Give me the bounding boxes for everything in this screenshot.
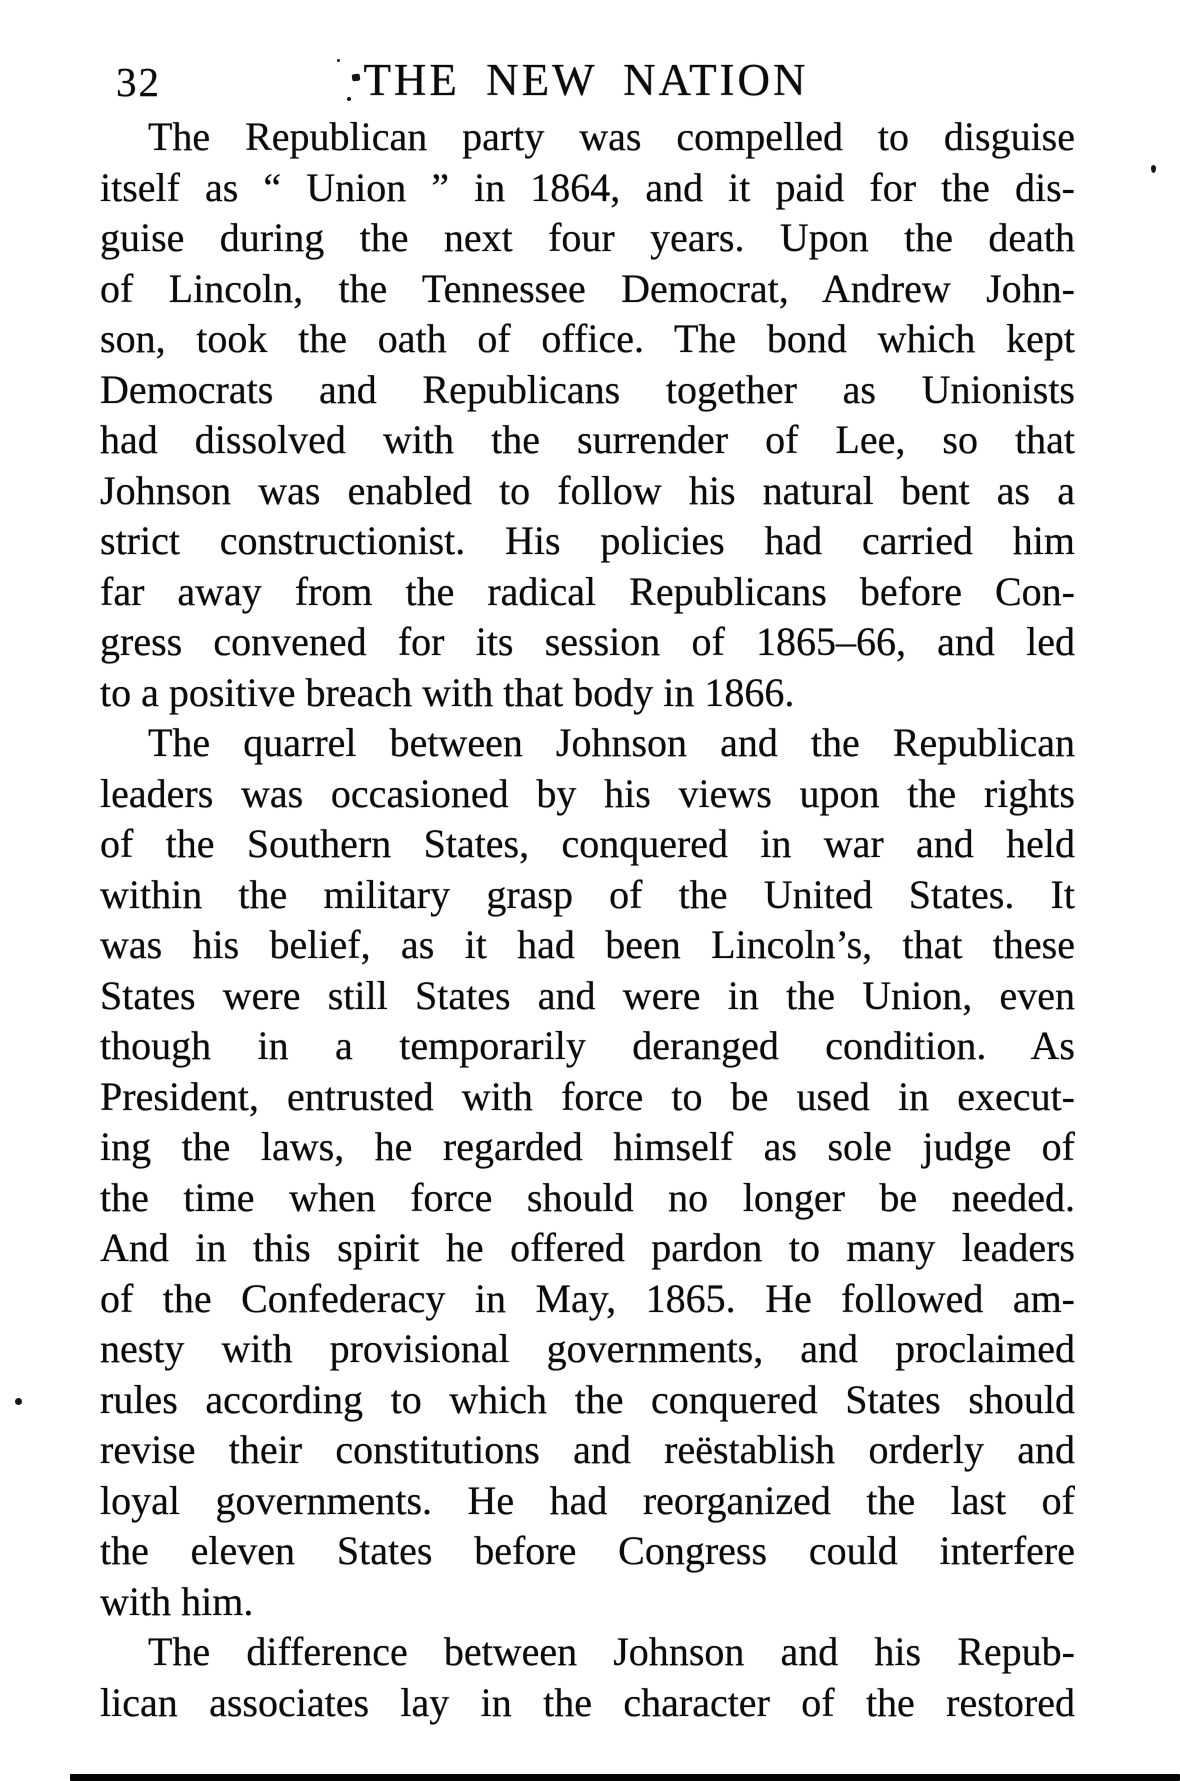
text-line: revise their constitutions and reëstablish orderly and xyxy=(100,1427,1075,1472)
text-line: The difference between Johnson and his Repub- xyxy=(148,1629,1075,1674)
text-line: strict constructionist. His policies had carried him xyxy=(100,518,1075,563)
text-line: of Lincoln, the Tennessee Democrat, Andrew John- xyxy=(100,265,1075,311)
text-line: with him. xyxy=(100,1578,254,1624)
text-line: loyal governments. He had reorganized the last of xyxy=(100,1477,1075,1523)
text-line: rules according to which the conquered States should xyxy=(100,1376,1075,1422)
scan-speck xyxy=(15,1398,22,1405)
text-line: Johnson was enabled to follow his natural bent as a xyxy=(100,467,1075,513)
text-line: itself as “ Union ” in 1864, and it paid for the dis- xyxy=(100,164,1075,210)
text-line: of the Confederacy in May, 1865. He followed am- xyxy=(100,1275,1075,1321)
text-line: the time when force should no longer be needed. xyxy=(100,1174,1075,1220)
text-line: within the military grasp of the United States. It xyxy=(100,871,1075,917)
text-line: son, took the oath of office. The bond which kept xyxy=(100,316,1075,361)
scan-speck xyxy=(337,59,340,62)
text-line: President, entrusted with force to be used in execut- xyxy=(100,1073,1075,1119)
text-line: lican associates lay in the character of the restored xyxy=(100,1679,1075,1725)
text-line: of the Southern States, conquered in war and held xyxy=(100,821,1075,866)
text-line: States were still States and were in the Union, even xyxy=(100,972,1075,1018)
text-line: the eleven States before Congress could interfere xyxy=(100,1528,1075,1573)
text-line: to a positive breach with that body in 1866. xyxy=(100,669,795,715)
running-head xyxy=(0,0,1180,110)
paragraph xyxy=(100,1627,1075,1728)
text-line: And in this spirit he offered pardon to many leaders xyxy=(100,1225,1075,1270)
scan-speck xyxy=(1151,165,1156,173)
text-line: was his belief, as it had been Lincoln’s, that these xyxy=(100,922,1075,967)
text-line: far away from the radical Republicans before Con- xyxy=(100,568,1075,614)
text-line: though in a temporarily deranged condition. As xyxy=(100,1023,1075,1068)
text-line: The Republican party was compelled to disguise xyxy=(148,114,1075,159)
page-title: THE NEW NATION xyxy=(363,55,809,105)
text-line: The quarrel between Johnson and the Republican xyxy=(148,720,1075,765)
text-line: ing the laws, he regarded himself as sole judge of xyxy=(100,1124,1075,1169)
scan-speck xyxy=(347,97,351,101)
text-line: had dissolved with the surrender of Lee, so that xyxy=(100,417,1075,462)
text-line: nesty with provisional governments, and proclaimed xyxy=(100,1326,1075,1371)
paragraph xyxy=(100,718,1075,1627)
text-line: guise during the next four years. Upon the death xyxy=(100,215,1075,260)
page-body xyxy=(100,112,1075,1728)
text-line: Democrats and Republicans together as Unionists xyxy=(100,366,1075,412)
page-number: 32 xyxy=(116,59,161,105)
text-line: gress convened for its session of 1865–66, and led xyxy=(100,619,1075,664)
text-line: leaders was occasioned by his views upon the rights xyxy=(100,770,1075,816)
scan-speck xyxy=(352,73,361,81)
scan-edge-bar xyxy=(70,1774,1180,1781)
paragraph xyxy=(100,112,1075,718)
